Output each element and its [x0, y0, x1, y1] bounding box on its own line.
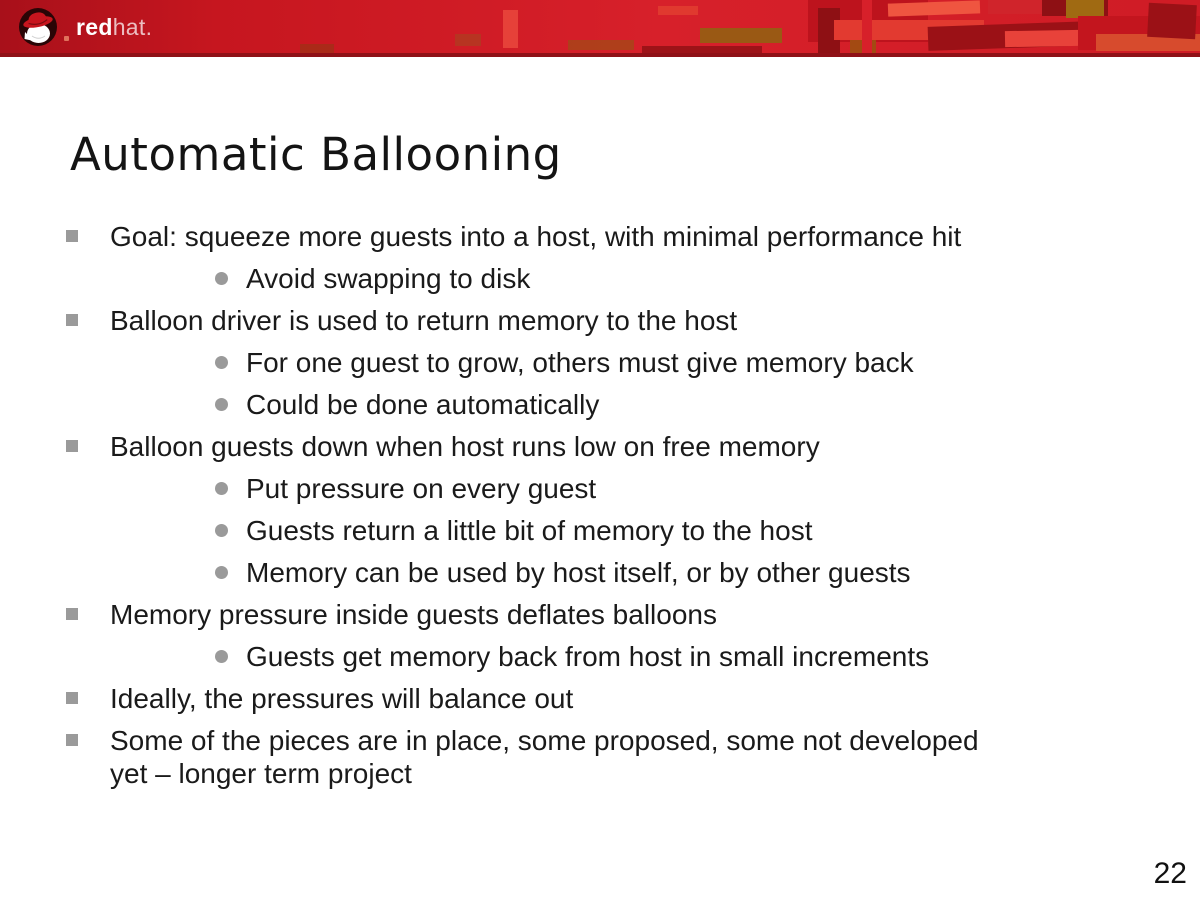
sub-bullet-item [215, 514, 1146, 547]
pattern-tile [503, 10, 518, 48]
circle-bullet-icon [215, 650, 228, 663]
bullet-item [66, 682, 1146, 715]
circle-bullet-icon [215, 356, 228, 369]
logo-word-hat: hat [112, 14, 146, 40]
bullet-text-line1: Some of the pieces are in place, some proposed, some not developed [110, 725, 979, 756]
bullet-text: Put pressure on every guest [246, 473, 597, 504]
bullet-item [66, 304, 1146, 337]
logo-word-red: red [76, 14, 113, 40]
bullet-text: Could be done automatically [246, 389, 600, 420]
redhat-logo [18, 4, 152, 50]
bullet-text: Goal: squeeze more guests into a host, with minimal performance hit [110, 221, 962, 252]
square-bullet-icon [66, 230, 78, 242]
bullet-item [66, 430, 1146, 463]
bullet-text: Guests get memory back from host in small increments [246, 641, 930, 672]
pattern-tile [888, 0, 980, 16]
bullet-text: For one guest to grow, others must give memory back [246, 347, 914, 378]
header-mosaic-pattern [0, 0, 1200, 53]
bullet-item [66, 220, 1146, 253]
pattern-tile [300, 44, 334, 53]
sub-bullet-item [215, 472, 1146, 505]
pattern-tile [642, 46, 762, 53]
pattern-tile [1147, 3, 1197, 39]
bullet-text [110, 724, 979, 790]
logo-period: . [145, 14, 153, 40]
bullet-text: Avoid swapping to disk [246, 263, 531, 294]
square-bullet-icon [66, 314, 78, 326]
bullet-text: Balloon guests down when host runs low on free memory [110, 431, 820, 462]
bullet-item [66, 724, 1146, 790]
circle-bullet-icon [215, 398, 228, 411]
sub-bullet-item [215, 346, 1146, 379]
circle-bullet-icon [215, 566, 228, 579]
square-bullet-icon [66, 440, 78, 452]
sub-bullet-item [215, 556, 1146, 589]
pattern-tile [568, 40, 634, 50]
logo-dot [64, 36, 69, 41]
bullet-text: Balloon driver is used to return memory to the host [110, 305, 738, 336]
bullet-item [66, 598, 1146, 631]
sub-bullet-item [215, 262, 1146, 295]
bullet-text: Guests return a little bit of memory to the host [246, 515, 813, 546]
bullet-text: Ideally, the pressures will balance out [110, 683, 574, 714]
pattern-tile [700, 28, 782, 43]
pattern-tile [455, 34, 481, 46]
bullet-list [66, 220, 1146, 799]
redhat-shadowman-icon [18, 5, 60, 49]
circle-bullet-icon [215, 482, 228, 495]
logo-wordmark [76, 5, 152, 49]
circle-bullet-icon [215, 272, 228, 285]
pattern-tile [862, 0, 872, 53]
slide-title: Automatic Ballooning [70, 128, 562, 181]
page-number: 22 [1153, 857, 1187, 890]
sub-bullet-item [215, 388, 1146, 421]
bullet-text: Memory can be used by host itself, or by other guests [246, 557, 911, 588]
sub-bullet-item [215, 640, 1146, 673]
bullet-text-line2: yet – longer term project [110, 758, 412, 789]
square-bullet-icon [66, 692, 78, 704]
circle-bullet-icon [215, 524, 228, 537]
square-bullet-icon [66, 734, 78, 746]
pattern-tile [658, 6, 698, 15]
bullet-text: Memory pressure inside guests deflates balloons [110, 599, 717, 630]
header-bar [0, 0, 1200, 57]
square-bullet-icon [66, 608, 78, 620]
